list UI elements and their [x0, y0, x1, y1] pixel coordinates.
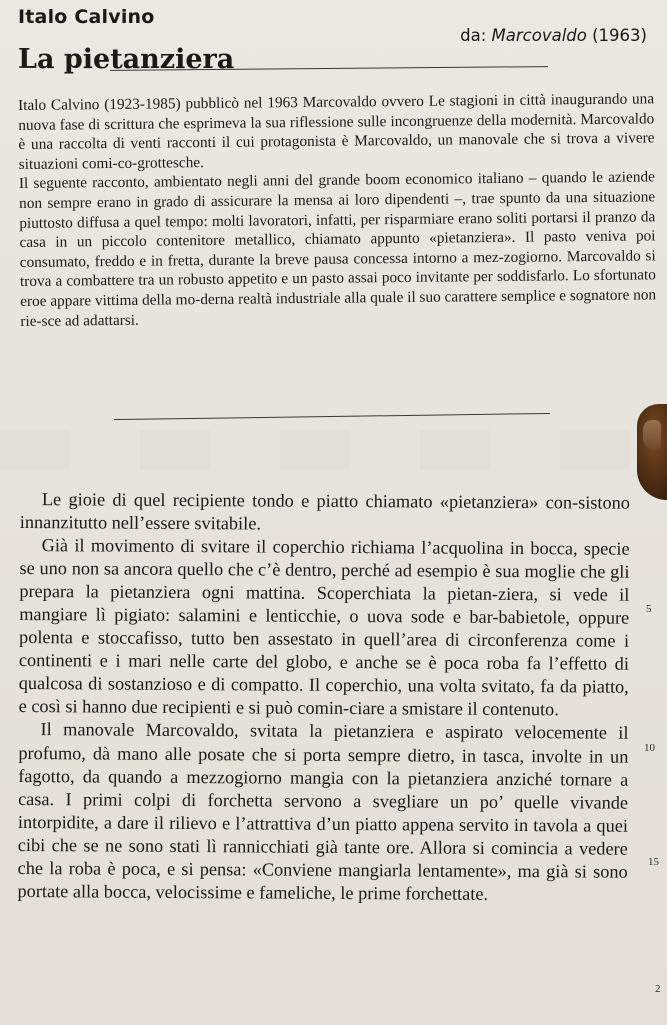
thumb-nail — [643, 420, 661, 450]
line-number-15: 15 — [648, 856, 659, 868]
story-text — [17, 488, 630, 907]
source-year: (1963) — [586, 26, 647, 45]
page-shadow — [0, 430, 667, 470]
line-number-20: 2 — [655, 983, 661, 995]
intro-rule — [114, 413, 550, 420]
source-reference — [460, 26, 647, 45]
story-paragraph-3: Il manovale Marcovaldo, svitata la pietanziera e aspirato velocemente il profumo, dà mano alle posate che si porta sempre dietro, in tasca, involte in un fagotto, da quando a mezzogiorno mangia con la pietanziera anziché tornare a casa. I primi colpi di forchetta servono a svegliare un po’ quelle vivande intorpidite, a dare il rilievo e l’attrattiva d’un piatto appena servito in tavola a quei cibi che se ne sono stati lì rannicchiati già tante ore. Allora si comincia a vedere che la roba è poca, e si pensa: «Conviene mangiarla lentamente», ma già si sono portate alla bocca, velocissime e fameliche, le prime forchettate. — [17, 719, 629, 904]
author-heading: Italo Calvino — [18, 6, 155, 28]
source-prefix: da: — [460, 26, 492, 45]
line-number-10: 10 — [644, 742, 655, 754]
source-work: Marcovaldo — [491, 26, 587, 45]
story-paragraph-2: Già il movimento di svitare il coperchio richiama l’acquolina in bocca, specie se uno non sa ancora quello che c’è dentro, perché ad esempio è sua moglie che gli prepara la pietanziera ogni mattina. Scoperchiata la pietan-ziera, si vede il mangiare lì pigiato: salamini e lenticchie, o uova sode e bar-babietole, oppure polenta e stoccafisso, tutto ben assestato in quell’area di circonferenza come i continenti e i mari nelle carte del globo, e anche se è poca roba fa l’effetto di qualcosa di sostanzioso e di compatto. Il coperchio, una volta svitato, fa da piatto, e così si hanno due recipienti e si può comin-ciare a smistare il contenuto. — [18, 535, 630, 720]
story-paragraph-1: Le gioie di quel recipiente tondo e piatto chiamato «pietanziera» con-sistono innanzitutto nell’essere svitabile. — [19, 489, 630, 534]
thumb-finger — [637, 404, 667, 500]
page-title: La pietanziera — [18, 44, 235, 75]
intro-text — [18, 89, 656, 331]
line-number-5: 5 — [646, 603, 652, 615]
intro-paragraph-1: Italo Calvino (1923-1985) pubblicò nel 1963 Marcovaldo ovvero Le stagioni in città inaugurando una nuova fase di scrittura che esprimeva la sua riflessione sulle incongruenze della modernità. Marcovaldo è una raccolta di venti racconti il cui protagonista è Marcovaldo, un manovale che si trova a vivere situazioni comi-co-grottesche. — [18, 90, 655, 173]
intro-paragraph-2: Il seguente racconto, ambientato negli anni del grande boom economico italiano – quando le aziende non sempre erano in grado di assicurare la mensa ai loro dipendenti –, trae spunto da una situazione piuttosto diffusa a quel tempo: molti lavoratori, infatti, per risparmiare erano soliti portarsi il pranzo da casa in un piccolo contenitore metallico, chiamato appunto «pietanziera». Il pasto veniva poi consumato, freddo e in fretta, durante la breve pausa concessa intorno a mez-zogiorno. Marcovaldo si trova a combattere tra un robusto appetito e un pasto assai poco invitante per soddisfarlo. Lo sfortunato eroe appare vittima della mo-derna realtà industriale alla quale il suo carattere semplice e sognatore non rie-sce ad adattarsi. — [18, 168, 657, 330]
